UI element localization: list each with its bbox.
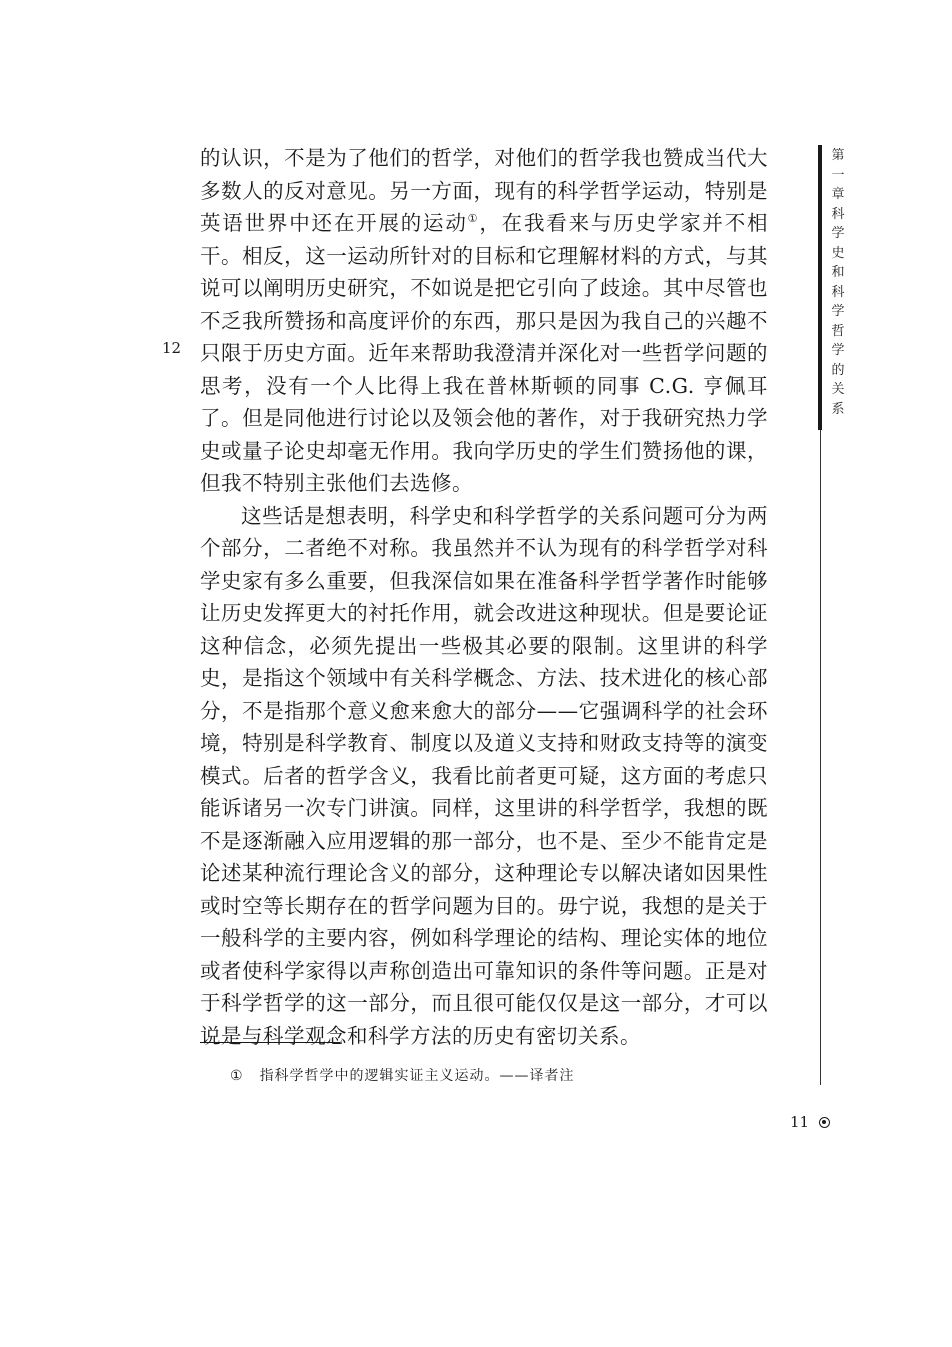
footnote-reference-mark: ①	[467, 212, 480, 226]
footnote-separator	[200, 1042, 340, 1043]
paragraph-1-text-a: 的认识，不是为了他们的哲学，对他们的哲学我也赞成当代大多数人的反对意见。另一方面，现有的科学哲学运动，特别是英语世界中还在开展的运动	[200, 146, 768, 235]
main-text	[200, 142, 768, 1052]
running-chapter-header: 第一章 科学史和科学哲学的关系	[831, 148, 845, 417]
page-number-value: 11	[790, 1113, 810, 1131]
paragraph-1-text-b: ，在我看来与历史学家并不相干。相反，这一运动所针对的目标和它理解材料的方式，与其说可以阐明历史研究，不如说是把它引向了歧途。其中尽管也不乏我所赞扬和高度评价的东西，那只是因为我自己的兴趣不只限于历史方面。近年来帮助我澄清并深化对一些哲学问题的思考，没有一个人比得上我在普林斯顿的同事 C.G. 亨佩耳了。但是同他进行讨论以及领会他的著作，对于我研究热力学史或量子论史却毫无作用。我向学历史的学生们赞扬他的课，但我不特别主张他们去选修。	[200, 211, 769, 495]
footnote-text: 指科学哲学中的逻辑实证主义运动。——译者注	[259, 1068, 575, 1084]
page-bullet-icon	[819, 1117, 830, 1128]
side-chapter-marker-bar	[818, 145, 822, 430]
page-number	[790, 1112, 830, 1132]
paragraph-1	[200, 142, 768, 500]
footnote-mark: ①	[230, 1068, 244, 1084]
paragraph-2: 这些话是想表明，科学史和科学哲学的关系问题可分为两个部分，二者绝不对称。我虽然并不认为现有的科学哲学对科学史家有多么重要，但我深信如果在准备科学哲学著作时能够让历史发挥更大的衬托作用，就会改进这种现状。但是要论证这种信念，必须先提出一些极其必要的限制。这里讲的科学史，是指这个领域中有关科学概念、方法、技术进化的核心部分，不是指那个意义愈来愈大的部分——它强调科学的社会环境，特别是科学教育、制度以及道义支持和财政支持等的演变模式。后者的哲学含义，我看比前者更可疑，这方面的考虑只能诉诸另一次专门讲演。同样，这里讲的科学哲学，我想的既不是逐渐融入应用逻辑的那一部分，也不是、至少不能肯定是论述某种流行理论含义的部分，这种理论专以解决诸如因果性或时空等长期存在的哲学问题为目的。毋宁说，我想的是关于一般科学的主要内容，例如科学理论的结构、理论实体的地位或者使科学家得以声称创造出可靠知识的条件等问题。正是对于科学哲学的这一部分，而且很可能仅仅是这一部分，才可以说是与科学观念和科学方法的历史有密切关系。	[200, 503, 768, 1048]
footnote	[230, 1066, 575, 1086]
margin-page-reference: 12	[162, 339, 182, 357]
